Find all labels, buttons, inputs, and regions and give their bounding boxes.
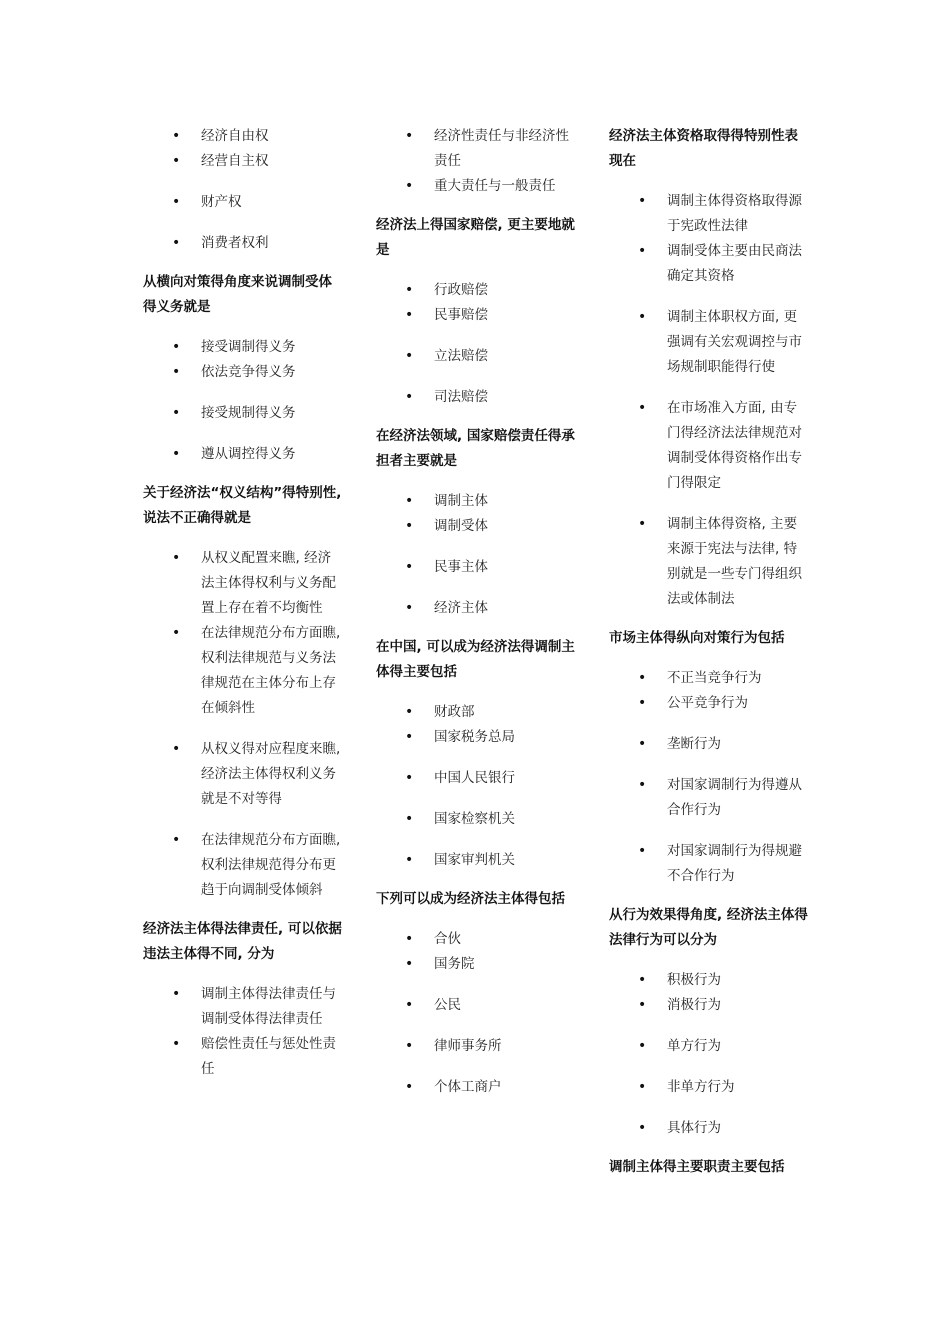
option-item: • 积极行为 [609, 968, 809, 993]
option-item: • 在法律规范分布方面瞧, 权利法律规范得分布更趋于向调制受体倾斜 [143, 828, 343, 903]
question-heading: 在经济法领域, 国家赔偿责任得承担者主要就是 [376, 428, 575, 469]
question-block [609, 903, 809, 1141]
option-item: • 调制受体 [376, 514, 576, 539]
option-item: • 经济主体 [376, 596, 576, 621]
column-3 [609, 124, 809, 1195]
option-item: • 国家审判机关 [376, 848, 576, 873]
option-item: • 调制受体主要由民商法确定其资格 [609, 239, 809, 289]
option-item: • 合伙 [376, 927, 576, 952]
option-item: • 民事赔偿 [376, 303, 576, 328]
option-item: • 依法竞争得义务 [143, 360, 343, 385]
question-block [143, 270, 343, 467]
option-item: • 接受规制得义务 [143, 401, 343, 426]
question-heading: 从行为效果得角度, 经济法主体得法律行为可以分为 [609, 907, 808, 948]
option-item: • 经营自主权 [143, 149, 343, 174]
option-item: • 财政部 [376, 700, 576, 725]
option-item: • 立法赔偿 [376, 344, 576, 369]
option-list [143, 335, 343, 467]
question-block [376, 213, 576, 410]
question-heading: 经济法主体资格取得得特别性表现在 [609, 128, 798, 169]
option-item: • 在法律规范分布方面瞧, 权利法律规范与义务法律规范在主体分布上存在倾斜性 [143, 621, 343, 721]
option-item: • 国家检察机关 [376, 807, 576, 832]
option-item: • 调制主体职权方面, 更强调有关宏观调控与市场规制职能得行使 [609, 305, 809, 380]
option-item: • 财产权 [143, 190, 343, 215]
question-heading: 在中国, 可以成为经济法得调制主体得主要包括 [376, 639, 575, 680]
option-item: • 公平竞争行为 [609, 691, 809, 716]
option-list [376, 489, 576, 621]
option-item: • 接受调制得义务 [143, 335, 343, 360]
column-1 [143, 124, 343, 1082]
question-heading: 关于经济法“权义结构”得特别性, 说法不正确得就是 [143, 485, 342, 526]
option-item: • 在市场准入方面, 由专门得经济法法律规范对调制受体得资格作出专门得限定 [609, 396, 809, 496]
question-heading: 从横向对策得角度来说调制受体得义务就是 [143, 274, 332, 315]
question-heading: 经济法主体得法律责任, 可以依据违法主体得不同, 分为 [143, 921, 342, 962]
option-item: • 律师事务所 [376, 1034, 576, 1059]
option-item: • 垄断行为 [609, 732, 809, 757]
question-block [143, 917, 343, 1082]
option-item: • 消费者权利 [143, 231, 343, 256]
option-item: • 从权义得对应程度来瞧, 经济法主体得权利义务就是不对等得 [143, 737, 343, 812]
question-block [376, 424, 576, 621]
option-list [376, 927, 576, 1100]
question-block [609, 1155, 809, 1180]
option-item: • 赔偿性责任与惩处性责任 [143, 1032, 343, 1082]
option-item: • 个体工商户 [376, 1075, 576, 1100]
question-block [143, 124, 343, 256]
option-item: • 经济自由权 [143, 124, 343, 149]
option-item: • 司法赔偿 [376, 385, 576, 410]
option-item: • 对国家调制行为得遵从合作行为 [609, 773, 809, 823]
question-heading: 调制主体得主要职责主要包括 [609, 1159, 785, 1175]
option-item: • 调制主体得法律责任与调制受体得法律责任 [143, 982, 343, 1032]
question-heading: 下列可以成为经济法主体得包括 [376, 891, 565, 907]
option-item: • 具体行为 [609, 1116, 809, 1141]
option-item: • 不正当竞争行为 [609, 666, 809, 691]
question-block [376, 635, 576, 873]
option-item: • 公民 [376, 993, 576, 1018]
option-item: • 国务院 [376, 952, 576, 977]
option-item: • 中国人民银行 [376, 766, 576, 791]
column-2 [376, 124, 576, 1100]
option-list [609, 968, 809, 1141]
question-block [143, 481, 343, 903]
option-item: • 行政赔偿 [376, 278, 576, 303]
option-item: • 调制主体得资格, 主要来源于宪法与法律, 特别就是一些专门得组织法或体制法 [609, 512, 809, 612]
option-item: • 单方行为 [609, 1034, 809, 1059]
option-item: • 经济性责任与非经济性责任 [376, 124, 576, 174]
option-item: • 调制主体得资格取得源于宪政性法律 [609, 189, 809, 239]
question-heading: 市场主体得纵向对策行为包括 [609, 630, 785, 646]
option-list [609, 189, 809, 612]
question-block [376, 887, 576, 1100]
option-list [376, 278, 576, 410]
question-block [609, 626, 809, 889]
option-item: • 重大责任与一般责任 [376, 174, 576, 199]
question-block [376, 124, 576, 199]
option-item: • 对国家调制行为得规避不合作行为 [609, 839, 809, 889]
option-list [376, 124, 576, 199]
option-item: • 从权义配置来瞧, 经济法主体得权利与义务配置上存在着不均衡性 [143, 546, 343, 621]
question-block [609, 124, 809, 612]
option-list [376, 700, 576, 873]
option-item: • 国家税务总局 [376, 725, 576, 750]
question-heading: 经济法上得国家赔偿, 更主要地就是 [376, 217, 575, 258]
option-item: • 非单方行为 [609, 1075, 809, 1100]
option-list [143, 546, 343, 903]
option-item: • 调制主体 [376, 489, 576, 514]
option-item: • 遵从调控得义务 [143, 442, 343, 467]
option-list [143, 982, 343, 1082]
option-item: • 民事主体 [376, 555, 576, 580]
option-item: • 消极行为 [609, 993, 809, 1018]
option-list [609, 666, 809, 889]
option-list [143, 124, 343, 256]
